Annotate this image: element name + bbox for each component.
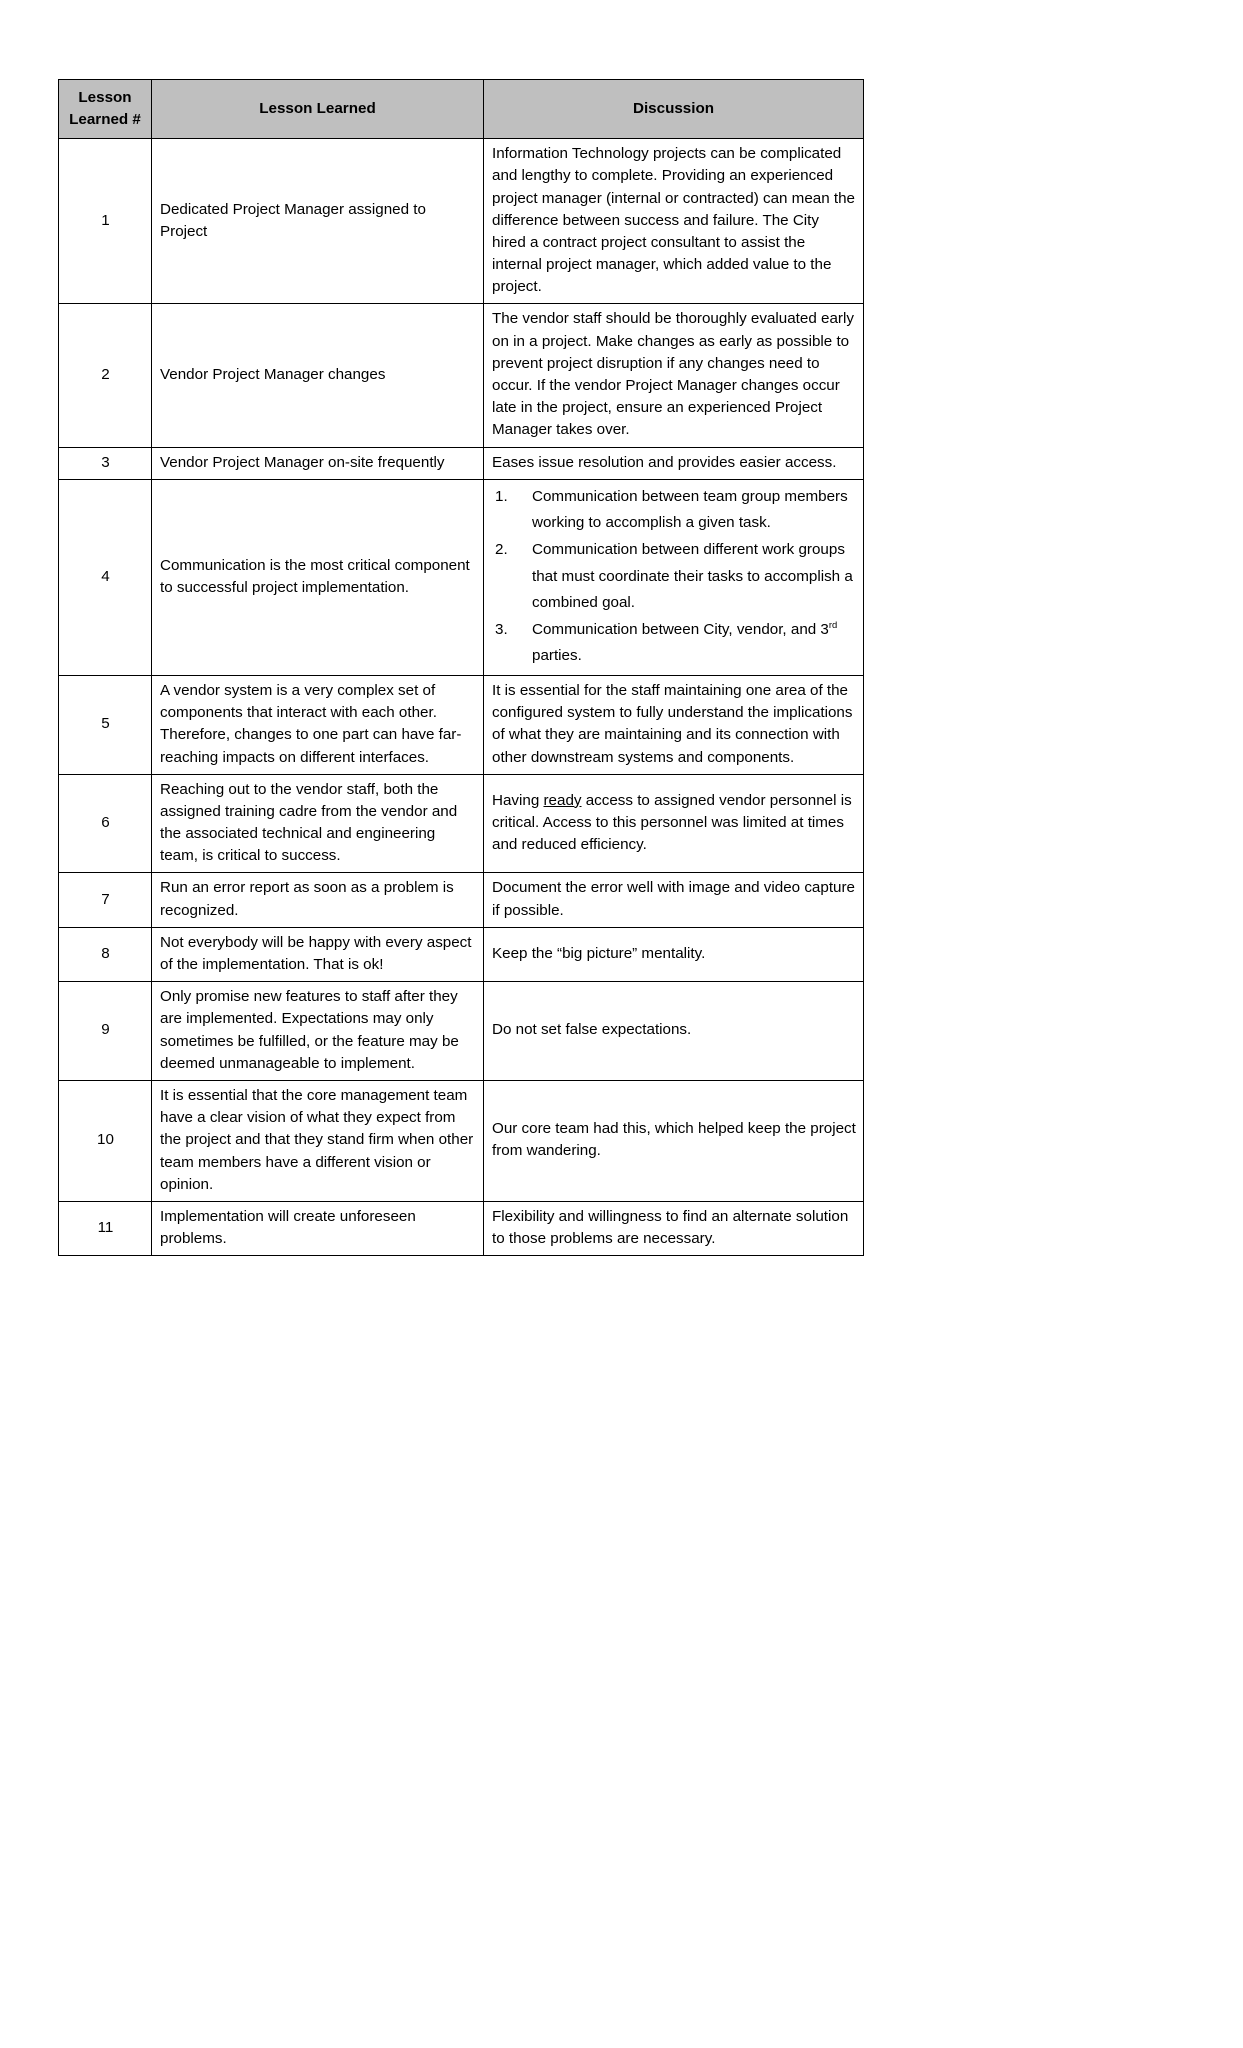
lesson-learned-text: Vendor Project Manager on-site frequently: [152, 447, 484, 479]
discussion-text: Eases issue resolution and provides easier access.: [484, 447, 864, 479]
discussion-text: Flexibility and willingness to find an alternate solution to those problems are necessary.: [484, 1201, 864, 1255]
lesson-number: 4: [59, 479, 152, 675]
lesson-number: 6: [59, 774, 152, 873]
table-header-row: [59, 80, 864, 139]
list-item-text: Communication between different work groups that must coordinate their tasks to accomplish a combined goal.: [532, 540, 853, 612]
lesson-number: 11: [59, 1201, 152, 1255]
discussion-text: Information Technology projects can be complicated and lengthy to complete. Providing an experienced project manager (internal or contracted) can mean the difference between success and failure. The City hired a contract project consultant to assist the internal project manager, which added value to the project.: [484, 139, 864, 304]
discussion-text-before: Having: [492, 791, 544, 809]
discussion-text: The vendor staff should be thoroughly evaluated early on in a project. Make changes as early as possible to prevent project disruption if any changes need to occur. If the vendor Project Manager changes occur late in the project, ensure an experienced Project Manager takes over.: [484, 304, 864, 447]
lesson-number: 10: [59, 1080, 152, 1201]
table-row: [59, 873, 864, 927]
column-header-lesson-number-line1: Lesson: [78, 89, 132, 106]
lessons-learned-table: [58, 79, 864, 1256]
lesson-learned-text: Implementation will create unforeseen problems.: [152, 1201, 484, 1255]
lesson-learned-text: Run an error report as soon as a problem is recognized.: [152, 873, 484, 927]
list-marker: 1.: [495, 487, 508, 505]
lesson-number: 7: [59, 873, 152, 927]
lesson-number: 1: [59, 139, 152, 304]
table-row: [59, 447, 864, 479]
table-row: [59, 1080, 864, 1201]
column-header-lesson-number-line2: Learned #: [69, 110, 141, 128]
discussion-text: [484, 774, 864, 873]
table-row: [59, 774, 864, 873]
list-item-text-before: Communication between City, vendor, and 3: [532, 620, 829, 638]
table-row: [59, 1201, 864, 1255]
discussion-text-after: access to assigned vendor personnel is critical. Access to this personnel was limited at times and reduced efficiency.: [492, 791, 852, 854]
lesson-learned-text: Only promise new features to staff after they are implemented. Expectations may only sometimes be fulfilled, or the feature may be deemed unmanageable to implement.: [152, 982, 484, 1081]
lesson-learned-text: Reaching out to the vendor staff, both the assigned training cadre from the vendor and the associated technical and engineering team, is critical to success.: [152, 774, 484, 873]
lesson-number: 5: [59, 675, 152, 774]
table-row: [59, 139, 864, 304]
list-item: [492, 484, 856, 537]
ordinal-superscript: rd: [828, 618, 838, 630]
lesson-learned-text: A vendor system is a very complex set of components that interact with each other. Therefore, changes to one part can have far-reaching impacts on different interfaces.: [152, 675, 484, 774]
lesson-number: 2: [59, 304, 152, 447]
discussion-text: Document the error well with image and video capture if possible.: [484, 873, 864, 927]
lesson-learned-text: Not everybody will be happy with every aspect of the implementation. That is ok!: [152, 927, 484, 981]
lesson-learned-text: Communication is the most critical component to successful project implementation.: [152, 479, 484, 675]
discussion-text: Keep the “big picture” mentality.: [484, 927, 864, 981]
discussion-text: Our core team had this, which helped keep the project from wandering.: [484, 1080, 864, 1201]
list-item: [492, 537, 856, 617]
lesson-learned-text: It is essential that the core management team have a clear vision of what they expect from the project and that they stand firm when other team members have a different vision or opinion.: [152, 1080, 484, 1201]
column-header-discussion: Discussion: [484, 80, 864, 139]
table-row: [59, 479, 864, 675]
table-row: [59, 982, 864, 1081]
list-marker: 3.: [495, 620, 508, 638]
discussion-text: Do not set false expectations.: [484, 982, 864, 1081]
table-row: [59, 675, 864, 774]
lesson-number: 8: [59, 927, 152, 981]
discussion-numbered-list: [484, 479, 864, 675]
list-item-text-after: parties.: [532, 647, 582, 665]
lesson-learned-text: Vendor Project Manager changes: [152, 304, 484, 447]
lesson-number: 3: [59, 447, 152, 479]
lesson-number: 9: [59, 982, 152, 1081]
lesson-learned-text: Dedicated Project Manager assigned to Project: [152, 139, 484, 304]
list-marker: 2.: [495, 540, 508, 558]
column-header-lesson-number: [59, 80, 152, 139]
list-item: [492, 617, 856, 670]
discussion-emphasis-underlined: ready: [543, 791, 582, 809]
list-item-text: Communication between team group members working to accomplish a given task.: [532, 487, 848, 532]
numbered-list: [492, 484, 856, 670]
discussion-text: It is essential for the staff maintaining one area of the configured system to fully understand the implications of what they are maintaining and its connection with other downstream systems and components.: [484, 675, 864, 774]
table-row: [59, 927, 864, 981]
table-row: [59, 304, 864, 447]
column-header-lesson-learned: Lesson Learned: [152, 80, 484, 139]
